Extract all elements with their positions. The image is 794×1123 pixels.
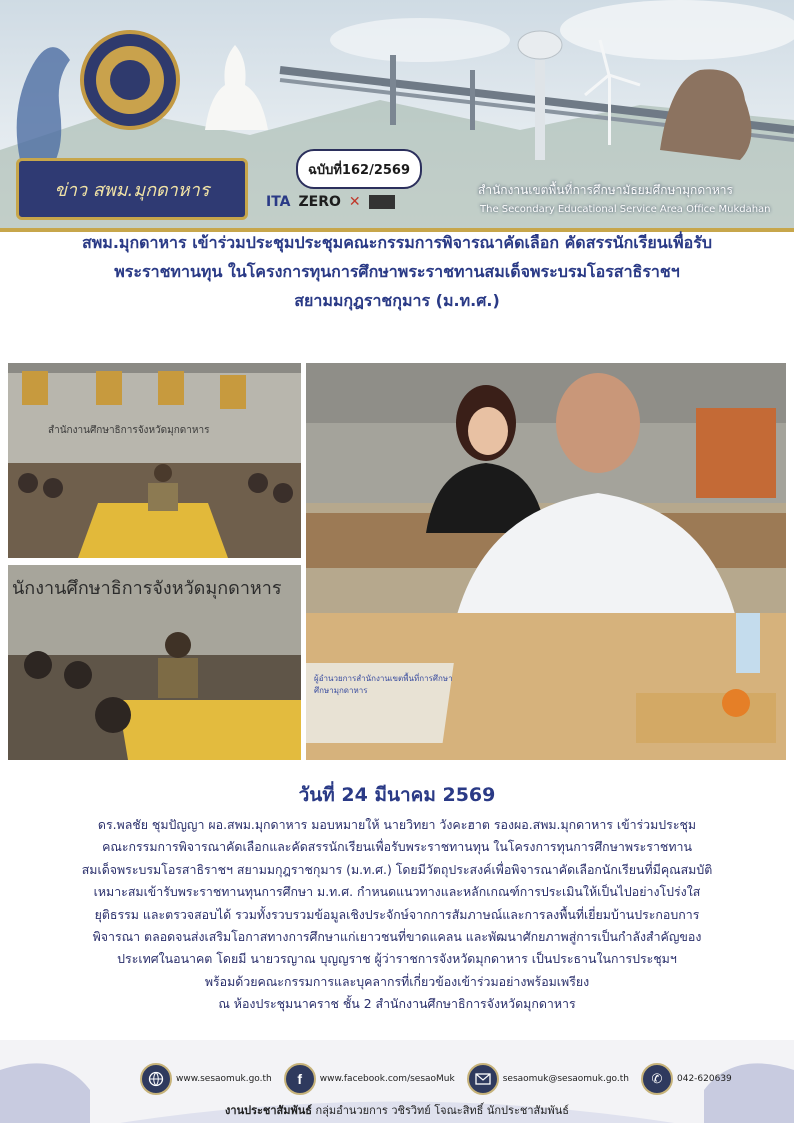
credit-department: งานประชาสัมพันธ์ (225, 1104, 312, 1117)
phone-icon: ✆ (641, 1063, 673, 1095)
meeting-photo-1-image (8, 363, 301, 558)
credit-line (0, 1101, 794, 1119)
body-line: คณะกรรมการพิจารณาคัดเลือกและคัดสรรนักเรียนเพื่อรับพระราชทานทุน ในโครงการทุนการศึกษาพระราชทาน (102, 839, 692, 855)
body-line: ยุติธรรม และตรวจสอบได้ รวมทั้งรวบรวมข้อมูลเชิงประจักษ์จากการสัมภาษณ์และการลงพื้นที่เยี่ยมบ้านประกอบการ (94, 906, 700, 922)
headline-line: พระราชทานทุน ในโครงการทุนการศึกษาพระราชทานสมเด็จพระบรมโอรสาธิราชฯ (114, 262, 680, 281)
body-line: เหมาะสมเข้ารับพระราชทานทุนการศึกษา ม.ท.ศ. กำหนดแนวทางและหลักเกณฑ์การประเมินให้เป็นไปอย่างโปร่งใส (93, 884, 701, 900)
contact-phone[interactable] (641, 1063, 732, 1095)
policy-logo (369, 195, 395, 209)
contact-facebook[interactable] (284, 1063, 455, 1095)
zero-logo: ZERO (298, 194, 341, 210)
article-body (28, 814, 766, 1016)
meeting-photo-main (306, 363, 786, 760)
office-name-thai: สำนักงานเขตพื้นที่การศึกษามัธยมศึกษามุกดาหาร (478, 183, 733, 197)
ita-logo: ITA (266, 194, 291, 210)
news-section-label: ข่าว สพม.มุกดาหาร (16, 158, 248, 220)
headline-line: สพม.มุกดาหาร เข้าร่วมประชุมประชุมคณะกรรมการพิจารณาคัดเลือก คัดสรรนักเรียนเพื่อรับ (81, 233, 713, 252)
headline (20, 228, 774, 315)
body-line: สมเด็จพระบรมโอรสาธิราชฯ สยามมกุฎราชกุมาร (ม.ท.ศ.) โดยมีวัตถุประสงค์เพื่อพิจารณาคัดเลือกนักเรียนที่มีคุณสมบัติ (81, 861, 713, 877)
phone-number: 042-620639 (677, 1074, 732, 1084)
wall-sign-text: สำนักงานศึกษาธิการจังหวัดมุกดาหาร (48, 425, 210, 436)
contact-email[interactable] (467, 1063, 629, 1095)
body-line: พร้อมด้วยคณะกรรมการและบุคลากรที่เกี่ยวข้องเข้าร่วมอย่างพร้อมเพรียง (204, 973, 590, 989)
name-plate (314, 673, 494, 697)
meeting-photo-2 (8, 565, 301, 760)
logo-strip (266, 194, 395, 210)
office-name-english: The Secondary Educational Service Area Office Mukdahan (480, 204, 771, 215)
wall-sign-text: นักงานศึกษาธิการจังหวัดมุกดาหาร (12, 578, 282, 599)
body-line: ประเทศในอนาคต โดยมี นายวรญาณ บุญญราช ผู้ว่าราชการจังหวัดมุกดาหาร เป็นประธานในการประชุมฯ (117, 951, 677, 967)
website-link[interactable]: www.sesaomuk.go.th (176, 1074, 272, 1084)
mail-icon (467, 1063, 499, 1095)
header-banner (0, 0, 794, 232)
event-date: วันที่ 24 มีนาคม 2569 (298, 784, 496, 806)
contact-bar (140, 1063, 744, 1095)
issue-number-badge: ฉบับที่162/2569 (296, 149, 422, 189)
globe-icon (140, 1063, 172, 1095)
headline-line: สยามมกุฎราชกุมาร (ม.ท.ศ.) (294, 291, 500, 310)
body-line: พิจารณา ตลอดจนส่งเสริมโอกาสทางการศึกษาแก่เยาวชนที่ขาดแคลน และพัฒนาศักยภาพสู่การเป็นกำลังสำคัญของ (92, 929, 702, 945)
name-plate-line: ผู้อำนวยการสำนักงานเขตพื้นที่การศึกษา (314, 674, 453, 683)
no-gift-icon: ✕ (348, 194, 361, 210)
name-plate-line: ศึกษามุกดาหาร (314, 686, 368, 695)
email-link[interactable]: sesaomuk@sesaomuk.go.th (502, 1074, 629, 1084)
body-line: ดร.พลชัย ชุมปัญญา ผอ.สพม.มุกดาหาร มอบหมายให้ นายวิทยา วังคะฮาต รองผอ.สพม.มุกดาหาร เข้าร่วมประชุม (97, 817, 697, 832)
meeting-photo-main-image (306, 363, 786, 760)
contact-website[interactable] (140, 1063, 272, 1095)
body-line: ณ ห้องประชุมนาคราช ชั้น 2 สำนักงานศึกษาธิการจังหวัดมุกดาหาร (218, 996, 576, 1012)
facebook-icon: f (284, 1063, 316, 1095)
meeting-photo-1 (8, 363, 301, 558)
credit-detail: กลุ่มอำนวยการ วชิรวิทย์ โจณะสิทธิ์ นักประชาสัมพันธ์ (312, 1104, 569, 1117)
facebook-link[interactable]: www.facebook.com/sesaoMuk (319, 1074, 455, 1084)
